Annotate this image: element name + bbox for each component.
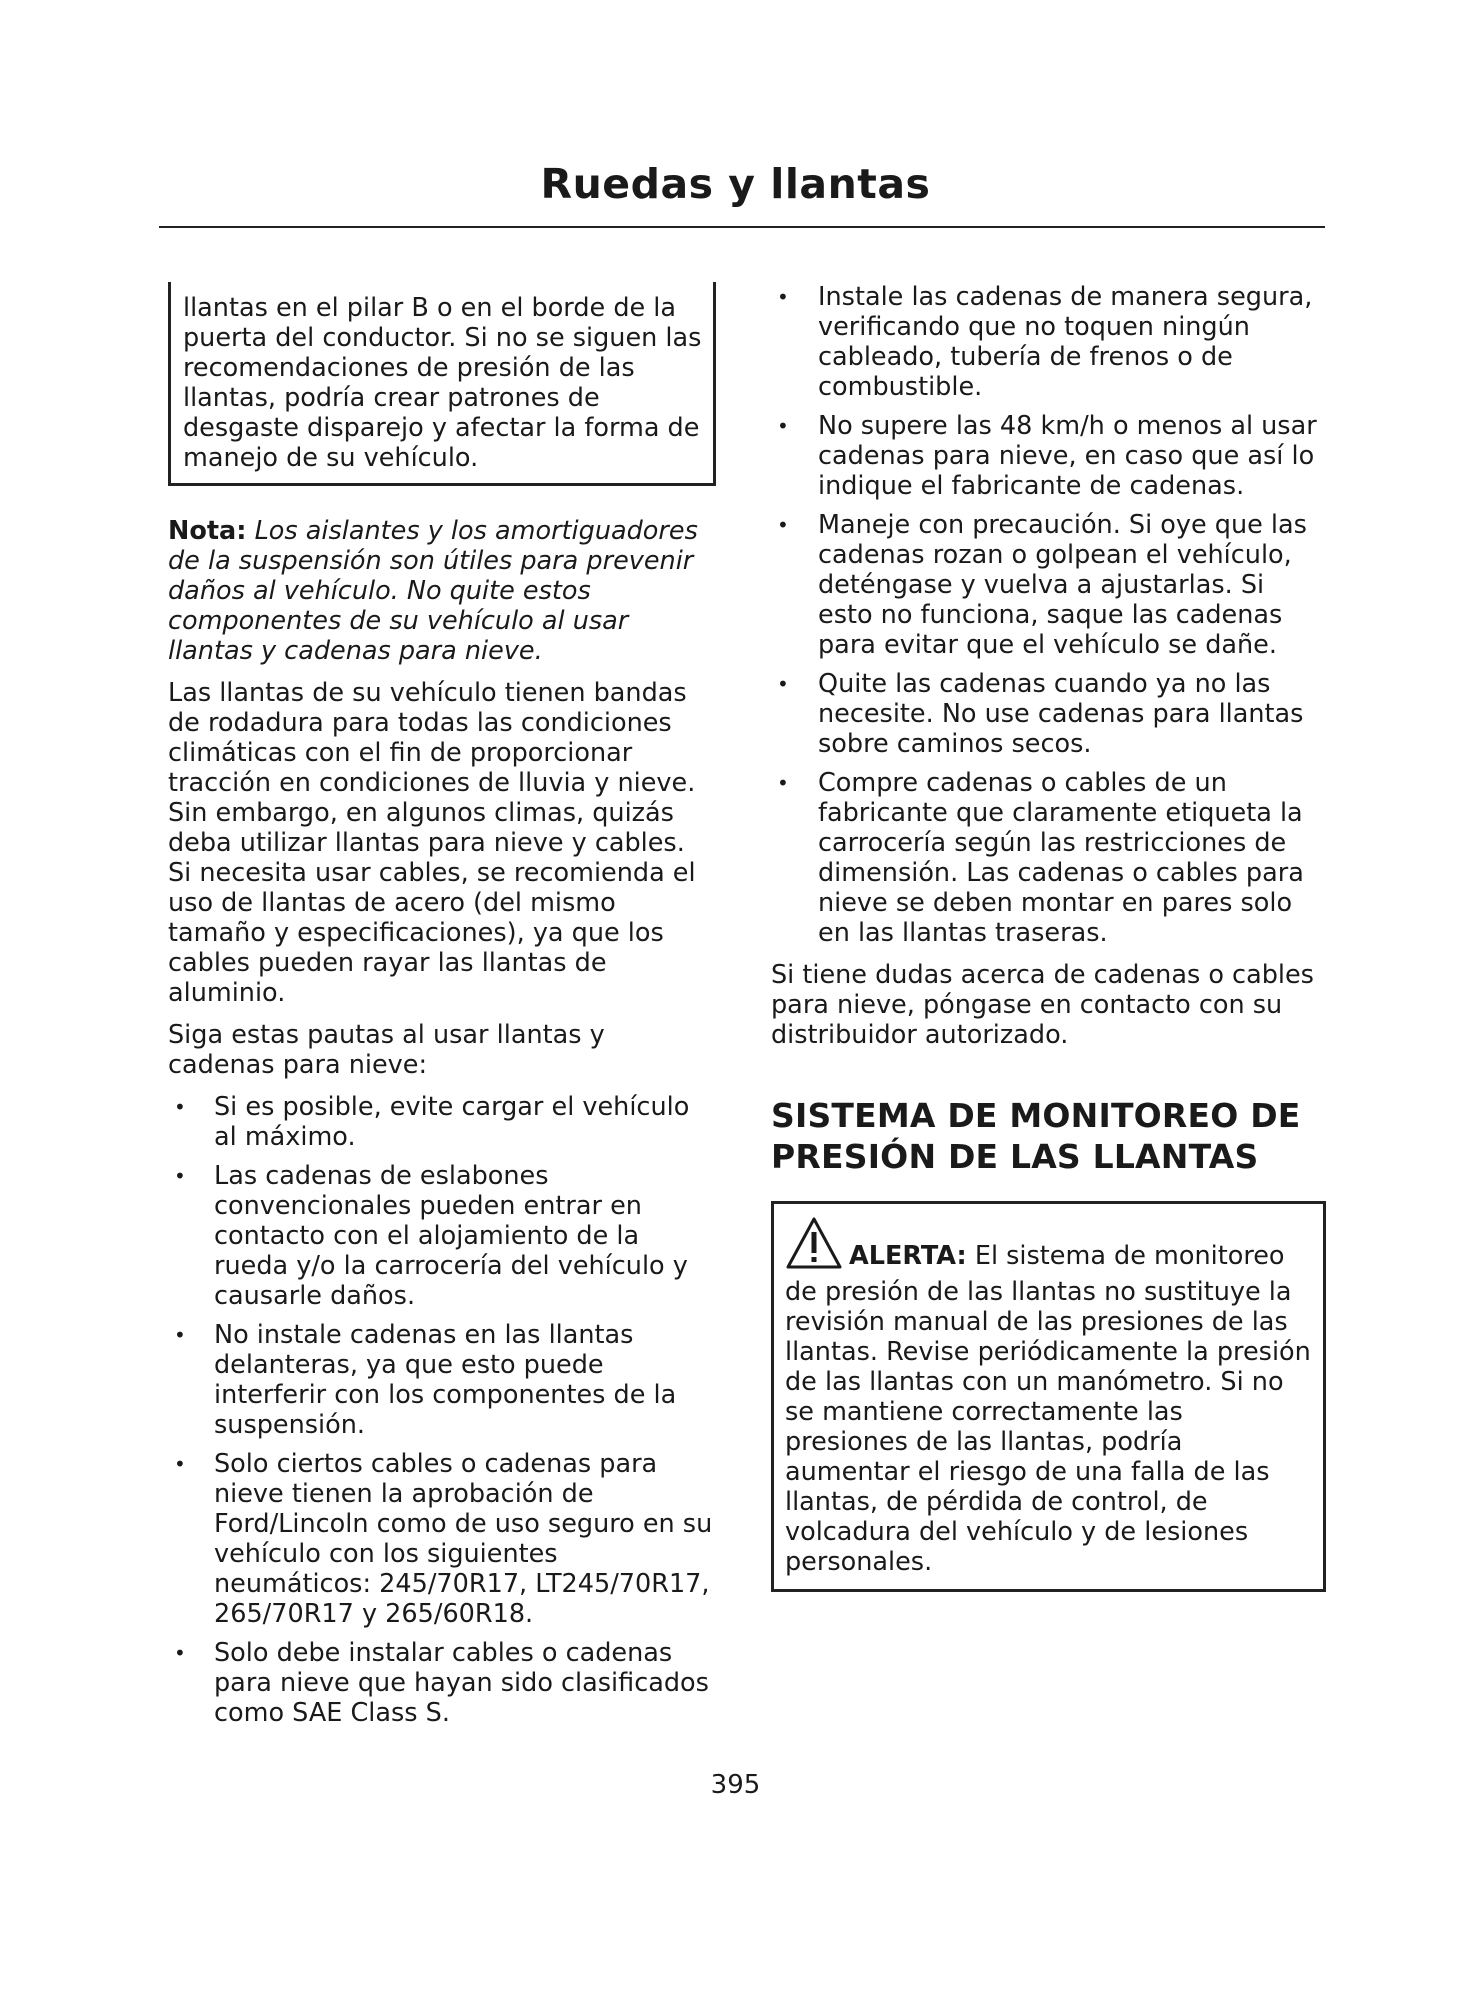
list-item-text: Solo debe instalar cables o cadenas para nieve que hayan sido clasificados como SAE Class S. <box>214 1638 709 1728</box>
warning-box-continuation <box>168 282 716 486</box>
list-item-text: Compre cadenas o cables de un fabricante que claramente etiqueta la carrocería según las restricciones de dimensión. Las cadenas o cables para nieve se deben montar en pares solo en las llantas traseras. <box>818 768 1304 948</box>
list-item <box>168 1092 716 1152</box>
list-item <box>168 1320 716 1440</box>
alert-box <box>771 1201 1326 1592</box>
bullet-icon: • <box>777 513 789 537</box>
list-item <box>771 768 1326 948</box>
bullet-icon: • <box>777 771 789 795</box>
list-item-text: No supere las 48 km/h o menos al usar cadenas para nieve, en caso que así lo indique el fabricante de cadenas. <box>818 411 1317 501</box>
warning-triangle-icon <box>785 1216 843 1277</box>
note-label: Nota: <box>168 516 247 546</box>
section-heading: SISTEMA DE MONITOREO DE PRESIÓN DE LAS LLANTAS <box>771 1096 1301 1176</box>
list-item <box>771 282 1326 402</box>
note-text: Los aislantes y los amortiguadores de la suspensión son útiles para prevenir daños al vehículo. No quite estos componentes de su vehículo al usar llantas y cadenas para nieve. <box>168 516 698 666</box>
bullet-icon: • <box>777 414 789 438</box>
bullet-icon: • <box>777 285 789 309</box>
list-item <box>771 669 1326 759</box>
page-number: 395 <box>710 1770 761 1800</box>
list-item-text: Quite las cadenas cuando ya no las necesite. No use cadenas para llantas sobre caminos secos. <box>818 669 1304 759</box>
bullet-icon: • <box>174 1095 186 1119</box>
right-bullet-list <box>771 282 1326 948</box>
page-title: Ruedas y llantas <box>540 160 931 208</box>
bullet-icon: • <box>174 1452 186 1476</box>
list-item <box>771 411 1326 501</box>
bullet-icon: • <box>777 672 789 696</box>
list-item <box>168 1161 716 1311</box>
alert-label: ALERTA: <box>849 1241 967 1271</box>
list-item-text: Las cadenas de eslabones convencionales pueden entrar en contacto con el alojamiento de la rueda y/o la carrocería del vehículo y causarle daños. <box>214 1161 688 1311</box>
list-item-text: Si es posible, evite cargar el vehículo al máximo. <box>214 1092 690 1152</box>
list-item-text: Instale las cadenas de manera segura, verificando que no toquen ningún cableado, tubería de frenos o de combustible. <box>818 282 1313 402</box>
body-paragraph-guidelines: Siga estas pautas al usar llantas y cadenas para nieve: <box>168 1020 605 1080</box>
bullet-icon: • <box>174 1164 186 1188</box>
body-paragraph-tires: Las llantas de su vehículo tienen bandas de rodadura para todas las condiciones climáticas con el fin de proporcionar tracción en condiciones de lluvia y nieve. Sin embargo, en algunos climas, quizás deba utilizar llantas para nieve y cables. Si necesita usar cables, se recomienda el uso de llantas de acero (del mismo tamaño y especificaciones), ya que los cables pueden rayar las llantas de aluminio. <box>168 678 696 1008</box>
left-bullet-list <box>168 1092 716 1728</box>
bullet-icon: • <box>174 1323 186 1347</box>
body-paragraph-dealer: Si tiene dudas acerca de cadenas o cables para nieve, póngase en contacto con su distribuidor autorizado. <box>771 960 1314 1050</box>
alert-text: El sistema de monitoreo de presión de las llantas no sustituye la revisión manual de las presiones de las llantas. Revise periódicamente la presión de las llantas con un manómetro. Si no se mantiene correctamente las presiones de las llantas, podría aumentar el riesgo de una falla de las llantas, de pérdida de control, de volcadura del vehículo y de lesiones personales. <box>785 1241 1311 1577</box>
right-column <box>771 282 1326 1592</box>
list-item-text: Solo ciertos cables o cadenas para nieve tienen la aprobación de Ford/Lincoln como de uso seguro en su vehículo con los siguientes neumáticos: 245/70R17, LT245/70R17, 265/70R17 y 265/60R18. <box>214 1449 713 1629</box>
list-item-text: No instale cadenas en las llantas delanteras, ya que esto puede interferir con los componentes de la suspensión. <box>214 1320 677 1440</box>
note-paragraph <box>168 516 716 666</box>
bullet-icon: • <box>174 1641 186 1665</box>
list-item-text: Maneje con precaución. Si oye que las cadenas rozan o golpean el vehículo, deténgase y vuelva a ajustarlas. Si esto no funciona, saque las cadenas para evitar que el vehículo se dañe. <box>818 510 1307 660</box>
title-divider <box>159 226 1325 228</box>
warning-continuation-text: llantas en el pilar B o en el borde de la puerta del conductor. Si no se siguen las recomendaciones de presión de las llantas, podría crear patrones de desgaste disparejo y afectar la forma de manejo de su vehículo. <box>183 293 702 473</box>
list-item <box>168 1449 716 1629</box>
left-column <box>168 282 716 1740</box>
list-item <box>771 510 1326 660</box>
list-item <box>168 1638 716 1728</box>
